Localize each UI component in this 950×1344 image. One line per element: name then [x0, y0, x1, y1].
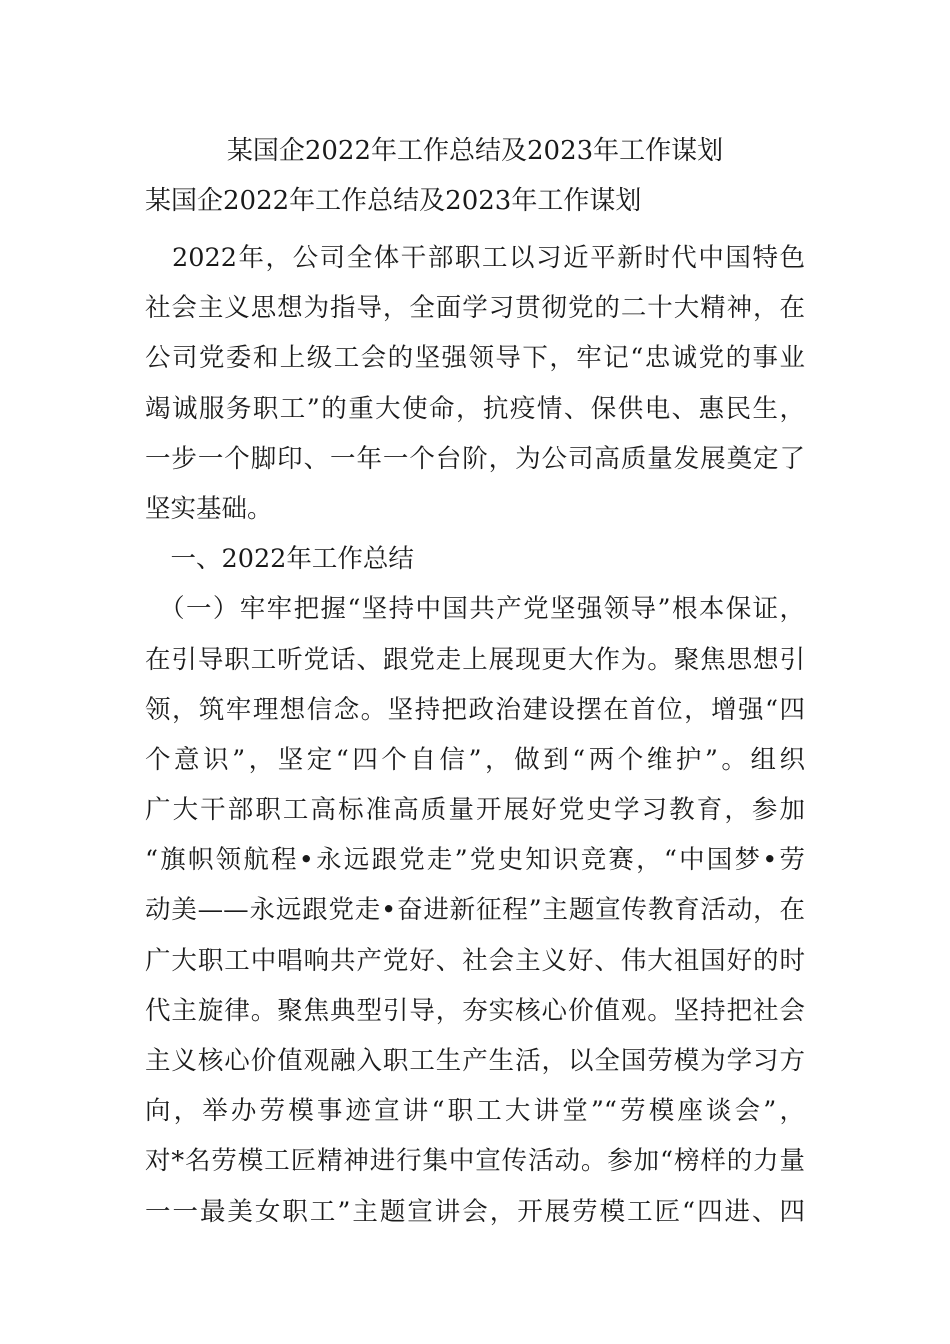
- paragraph-line: 一一最美女职工”主题宣讲会，开展劳模工匠“四进、四: [145, 1196, 805, 1227]
- paragraph-line: 主义核心价值观融入职工生产生活，以全国劳模为学习方: [145, 1046, 805, 1076]
- paragraph-line: （一）牢牢把握“坚持中国共产党坚强领导”根本保证，: [145, 594, 805, 625]
- paragraph-line: 2022年，公司全体干部职工以习近平新时代中国特色: [145, 243, 805, 273]
- paragraph-line: “旗帜领航程•永远跟党走”党史知识竞赛，“中国梦•劳: [145, 845, 805, 876]
- paragraph-line: 动美——永远跟党走•奋进新征程”主题宣传教育活动，在: [145, 895, 805, 926]
- paragraph-line: 代主旋律。聚焦典型引导，夯实核心价值观。坚持把社会: [145, 995, 805, 1026]
- paragraph-line: 在引导职工听党话、跟党走上展现更大作为。聚焦思想引: [145, 644, 805, 675]
- paragraph-line: 坚实基础。: [145, 493, 273, 524]
- paragraph-line: 社会主义思想为指导，全面学习贯彻党的二十大精神，在: [145, 293, 805, 324]
- document-title-centered: 某国企2022年工作总结及2023年工作谋划: [226, 136, 724, 166]
- paragraph-line: 个意识”，坚定“四个自信”，做到“两个维护”。组织: [145, 744, 805, 775]
- paragraph-line: 对*名劳模工匠精神进行集中宣传活动。参加“榜样的力量: [145, 1146, 805, 1177]
- section-heading: 一、2022年工作总结: [145, 544, 414, 575]
- paragraph-line: 向，举办劳模事迹宣讲“职工大讲堂”“劳模座谈会”，: [145, 1096, 805, 1127]
- document-body: [145, 233, 805, 1237]
- document-title-left: 某国企2022年工作总结及2023年工作谋划: [145, 186, 642, 216]
- paragraph-line: 广大职工中唱响共产党好、社会主义好、伟大祖国好的时: [145, 945, 805, 976]
- paragraph-line: 竭诚服务职工”的重大使命，抗疫情、保供电、惠民生，: [145, 393, 805, 424]
- paragraph-line: 领，筑牢理想信念。坚持把政治建设摆在首位，增强“四: [145, 694, 805, 725]
- paragraph-line: 一步一个脚印、一年一个台阶，为公司高质量发展奠定了: [145, 443, 805, 474]
- paragraph-line: 广大干部职工高标准高质量开展好党史学习教育，参加: [145, 795, 805, 826]
- paragraph-line: 公司党委和上级工会的坚强领导下，牢记“忠诚党的事业: [145, 343, 805, 374]
